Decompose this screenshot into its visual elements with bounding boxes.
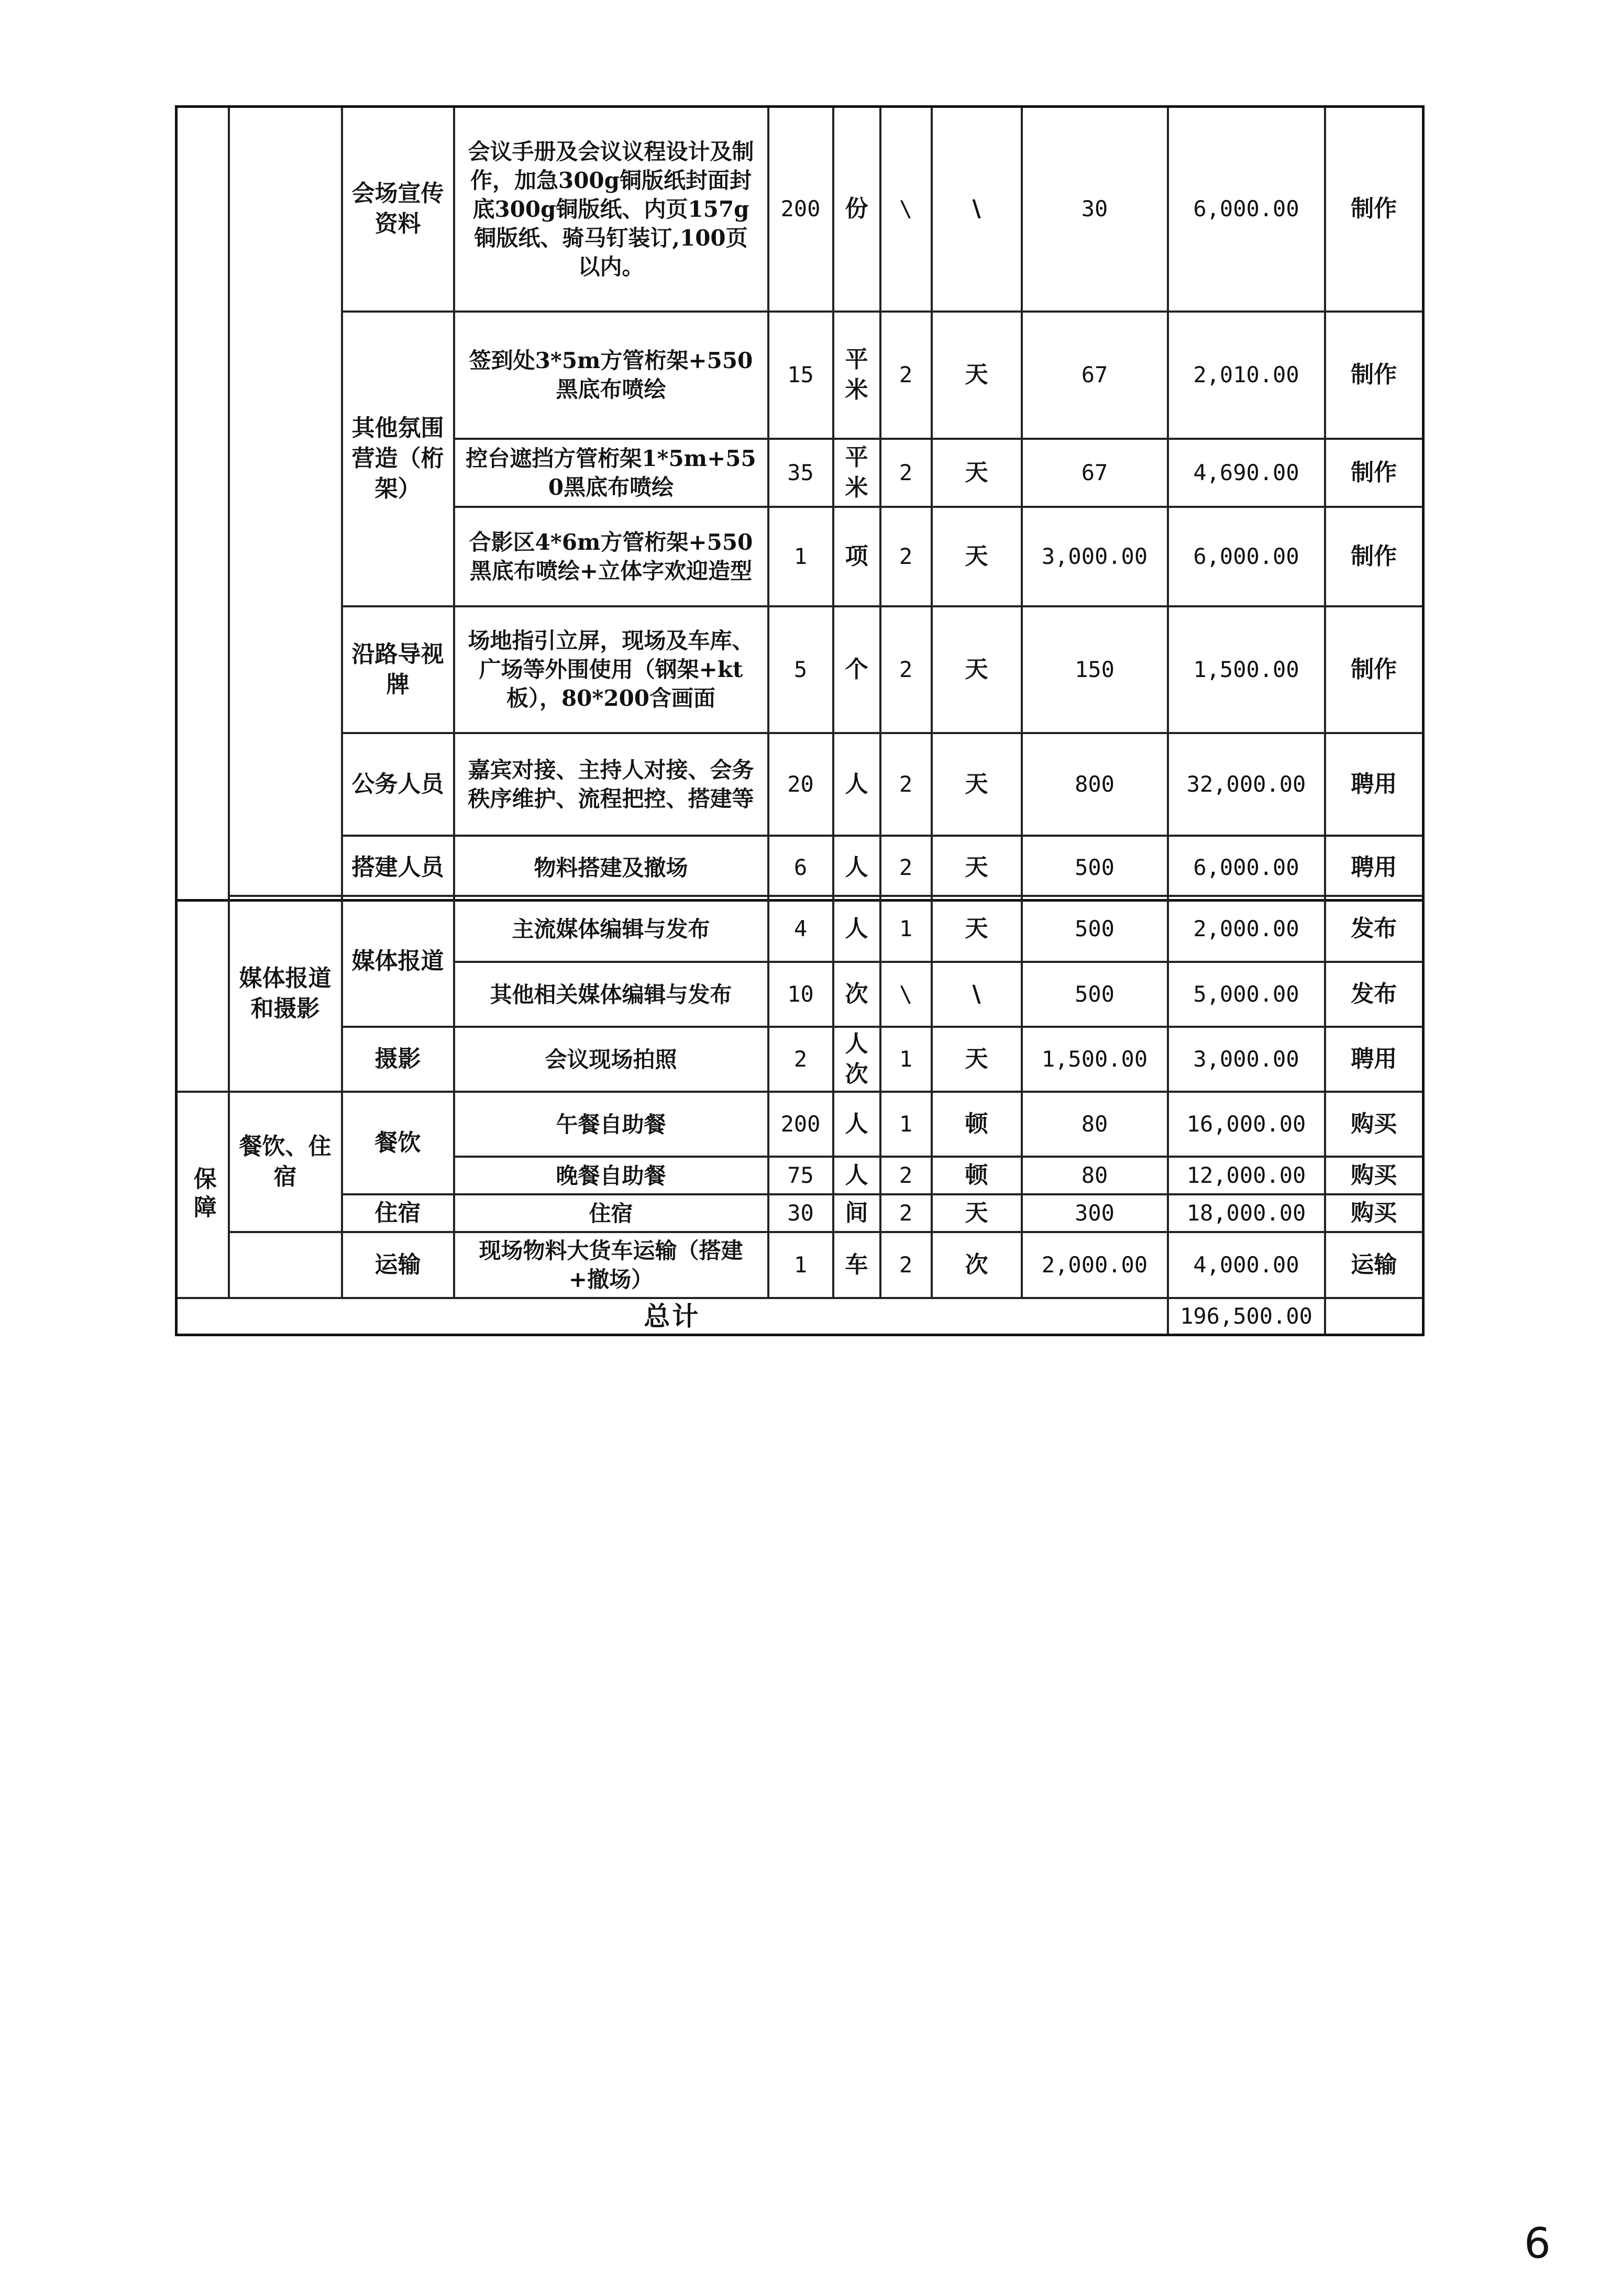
method-cell: 购买 [1325, 1157, 1424, 1194]
total-row [176, 1298, 1424, 1335]
quantity-cell: 35 [768, 439, 833, 507]
description-cell: 午餐自助餐 [454, 1092, 768, 1157]
days-cell: \ [880, 962, 932, 1027]
amount-cell: 5,000.00 [1168, 962, 1325, 1027]
description-cell: 合影区4*6m方管桁架+550黑底布喷绘+立体字欢迎造型 [454, 507, 768, 606]
subcategory-cell: 餐饮 [342, 1092, 454, 1194]
description-cell: 现场物料大货车运输（搭建+撤场） [454, 1232, 768, 1298]
quantity-cell: 20 [768, 733, 833, 836]
unit-price-cell: 150 [1022, 606, 1168, 733]
subcategory-cell: 媒体报道 [342, 896, 454, 1027]
amount-cell: 1,500.00 [1168, 606, 1325, 733]
day-unit-cell: 顿 [932, 1157, 1022, 1194]
unit-cell: 间 [833, 1194, 880, 1232]
amount-cell: 2,010.00 [1168, 312, 1325, 439]
days-cell: 2 [880, 1157, 932, 1194]
unit-price-cell: 67 [1022, 312, 1168, 439]
group-cell-top [176, 896, 229, 1092]
day-unit-cell: 天 [932, 896, 1022, 962]
quantity-cell: 2 [768, 1027, 833, 1092]
category-cell: 餐饮、住宿 [229, 1092, 342, 1232]
unit-price-cell: 500 [1022, 896, 1168, 962]
days-cell: 1 [880, 896, 932, 962]
days-cell: 1 [880, 1027, 932, 1092]
quantity-cell: 15 [768, 312, 833, 439]
day-unit-cell: \ [932, 107, 1022, 312]
budget-table [175, 105, 1425, 902]
unit-cell: 人 [833, 896, 880, 962]
unit-cell: 个 [833, 606, 880, 733]
table-row [176, 1194, 1424, 1232]
quantity-cell: 1 [768, 507, 833, 606]
total-method-cell [1325, 1298, 1424, 1335]
day-unit-cell: 天 [932, 606, 1022, 733]
amount-cell: 12,000.00 [1168, 1157, 1325, 1194]
page-number: 6 [1524, 2219, 1551, 2268]
subcategory-cell: 会场宣传资料 [342, 107, 454, 312]
days-cell: 2 [880, 733, 932, 836]
method-cell: 购买 [1325, 1194, 1424, 1232]
unit-price-cell: 80 [1022, 1157, 1168, 1194]
quantity-cell: 6 [768, 836, 833, 901]
day-unit-cell: 顿 [932, 1092, 1022, 1157]
unit-price-cell: 30 [1022, 107, 1168, 312]
amount-cell: 32,000.00 [1168, 733, 1325, 836]
unit-cell: 平米 [833, 312, 880, 439]
day-unit-cell: 天 [932, 439, 1022, 507]
day-unit-cell: 天 [932, 1027, 1022, 1092]
method-cell: 制作 [1325, 439, 1424, 507]
amount-cell: 6,000.00 [1168, 507, 1325, 606]
amount-cell: 2,000.00 [1168, 896, 1325, 962]
day-unit-cell: 天 [932, 312, 1022, 439]
unit-cell: 人 [833, 733, 880, 836]
total-amount: 196,500.00 [1168, 1298, 1325, 1335]
days-cell: 2 [880, 836, 932, 901]
day-unit-cell: 天 [932, 733, 1022, 836]
day-unit-cell: \ [932, 962, 1022, 1027]
group-cell-top [176, 107, 229, 901]
day-unit-cell: 次 [932, 1232, 1022, 1298]
description-cell: 场地指引立屏，现场及车库、广场等外围使用（钢架+kt板），80*200含画面 [454, 606, 768, 733]
description-cell: 物料搭建及撤场 [454, 836, 768, 901]
table-row [176, 107, 1424, 312]
days-cell: \ [880, 107, 932, 312]
table-row [176, 1232, 1424, 1298]
table-row [176, 312, 1424, 439]
unit-price-cell: 1,500.00 [1022, 1027, 1168, 1092]
table-row [176, 1027, 1424, 1092]
quantity-cell: 30 [768, 1194, 833, 1232]
subcategory-cell: 运输 [342, 1232, 454, 1298]
days-cell: 2 [880, 507, 932, 606]
unit-cell: 人 [833, 1092, 880, 1157]
amount-cell: 16,000.00 [1168, 1092, 1325, 1157]
description-cell: 控台遮挡方管桁架1*5m+550黑底布喷绘 [454, 439, 768, 507]
days-cell: 2 [880, 312, 932, 439]
quantity-cell: 4 [768, 896, 833, 962]
table-row [176, 836, 1424, 901]
description-cell: 其他相关媒体编辑与发布 [454, 962, 768, 1027]
description-cell: 晚餐自助餐 [454, 1157, 768, 1194]
table-row [176, 606, 1424, 733]
unit-price-cell: 2,000.00 [1022, 1232, 1168, 1298]
subcategory-cell: 沿路导视牌 [342, 606, 454, 733]
days-cell: 2 [880, 1194, 932, 1232]
method-cell: 制作 [1325, 606, 1424, 733]
days-cell: 1 [880, 1092, 932, 1157]
quantity-cell: 1 [768, 1232, 833, 1298]
description-cell: 签到处3*5m方管桁架+550黑底布喷绘 [454, 312, 768, 439]
unit-cell: 车 [833, 1232, 880, 1298]
method-cell: 制作 [1325, 107, 1424, 312]
amount-cell: 6,000.00 [1168, 107, 1325, 312]
unit-price-cell: 500 [1022, 962, 1168, 1027]
unit-cell: 人 [833, 1157, 880, 1194]
day-unit-cell: 天 [932, 1194, 1022, 1232]
method-cell: 制作 [1325, 312, 1424, 439]
method-cell: 发布 [1325, 962, 1424, 1027]
subcategory-cell: 住宿 [342, 1194, 454, 1232]
category-cell-top [229, 107, 342, 901]
quantity-cell: 200 [768, 107, 833, 312]
amount-cell: 4,690.00 [1168, 439, 1325, 507]
unit-cell: 人次 [833, 1027, 880, 1092]
budget-table-lower [175, 895, 1425, 1336]
description-cell: 住宿 [454, 1194, 768, 1232]
description-cell: 主流媒体编辑与发布 [454, 896, 768, 962]
method-cell: 聘用 [1325, 1027, 1424, 1092]
method-cell: 聘用 [1325, 836, 1424, 901]
quantity-cell: 10 [768, 962, 833, 1027]
method-cell: 运输 [1325, 1232, 1424, 1298]
amount-cell: 6,000.00 [1168, 836, 1325, 901]
unit-price-cell: 67 [1022, 439, 1168, 507]
unit-cell: 次 [833, 962, 880, 1027]
day-unit-cell: 天 [932, 507, 1022, 606]
unit-cell: 项 [833, 507, 880, 606]
method-cell: 发布 [1325, 896, 1424, 962]
subcategory-cell: 摄影 [342, 1027, 454, 1092]
unit-cell: 份 [833, 107, 880, 312]
description-cell: 嘉宾对接、主持人对接、会务秩序维护、流程把控、搭建等 [454, 733, 768, 836]
subcategory-cell: 公务人员 [342, 733, 454, 836]
category-cell: 媒体报道和摄影 [229, 896, 342, 1092]
subcategory-cell: 搭建人员 [342, 836, 454, 901]
method-cell: 购买 [1325, 1092, 1424, 1157]
unit-cell: 平米 [833, 439, 880, 507]
unit-price-cell: 3,000.00 [1022, 507, 1168, 606]
unit-price-cell: 80 [1022, 1092, 1168, 1157]
quantity-cell: 200 [768, 1092, 833, 1157]
days-cell: 2 [880, 439, 932, 507]
group-cell: 保障 [176, 1092, 229, 1298]
method-cell: 制作 [1325, 507, 1424, 606]
unit-price-cell: 300 [1022, 1194, 1168, 1232]
table-row [176, 733, 1424, 836]
amount-cell: 18,000.00 [1168, 1194, 1325, 1232]
unit-price-cell: 500 [1022, 836, 1168, 901]
table-row [176, 1092, 1424, 1157]
description-cell: 会议手册及会议议程设计及制作，加急300g铜版纸封面封底300g铜版纸、内页157g铜版纸、骑马钉装订,100页以内。 [454, 107, 768, 312]
day-unit-cell: 天 [932, 836, 1022, 901]
unit-price-cell: 800 [1022, 733, 1168, 836]
total-label: 总计 [176, 1298, 1168, 1335]
description-cell: 会议现场拍照 [454, 1027, 768, 1092]
days-cell: 2 [880, 1232, 932, 1298]
table-row [176, 896, 1424, 962]
unit-cell: 人 [833, 836, 880, 901]
subcategory-cell: 其他氛围营造（桁架） [342, 312, 454, 606]
method-cell: 聘用 [1325, 733, 1424, 836]
quantity-cell: 5 [768, 606, 833, 733]
days-cell: 2 [880, 606, 932, 733]
amount-cell: 4,000.00 [1168, 1232, 1325, 1298]
amount-cell: 3,000.00 [1168, 1027, 1325, 1092]
quantity-cell: 75 [768, 1157, 833, 1194]
category-cell [229, 1232, 342, 1298]
